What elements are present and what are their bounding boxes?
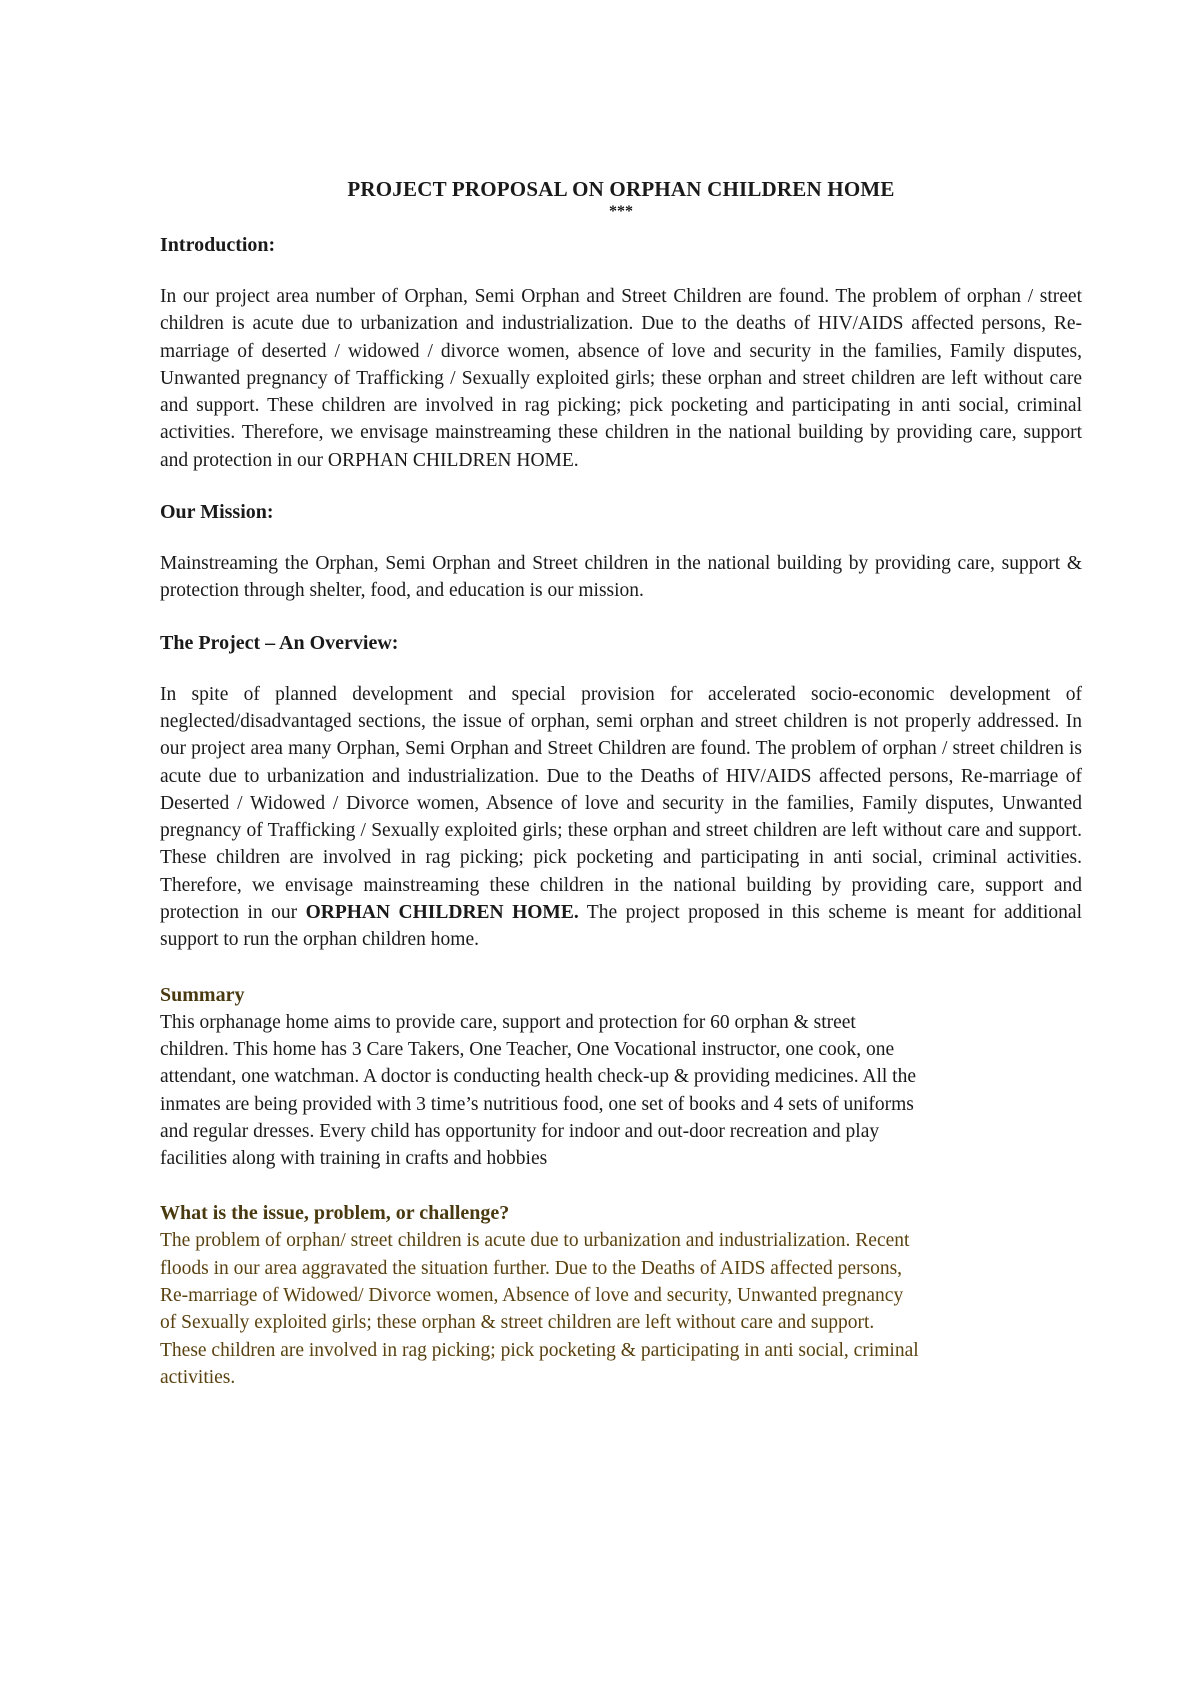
issue-line: Re-marriage of Widowed/ Divorce women, Absence of love and security, Unwanted pregnancy — [160, 1285, 904, 1307]
document-title: PROJECT PROPOSAL ON ORPHAN CHILDREN HOME — [347, 177, 895, 201]
issue-line: activities. — [160, 1366, 236, 1388]
summary-line: inmates are being provided with 3 time’s nutritious food, one set of books and 4 sets of uniforms — [160, 1093, 914, 1115]
issue-line: The problem of orphan/ street children is acute due to urbanization and industrialization. Recent — [160, 1230, 910, 1252]
overview-body — [160, 681, 1082, 954]
introduction-heading: Introduction: — [160, 234, 276, 256]
issue-body — [160, 1227, 1082, 1391]
issue-heading: What is the issue, problem, or challenge? — [160, 1202, 510, 1225]
issue-line: floods in our area aggravated the situation further. Due to the Deaths of AIDS affected persons, — [160, 1257, 903, 1279]
mission-body: Mainstreaming the Orphan, Semi Orphan and Street children in the national building by providing care, support & protection through shelter, food, and education is our mission. — [160, 553, 1082, 602]
summary-body — [160, 1009, 1082, 1173]
overview-body-bold: ORPHAN CHILDREN HOME. — [305, 902, 579, 924]
overview-heading: The Project – An Overview: — [160, 631, 399, 654]
overview-body-part2: The project proposed in this scheme is meant for additional support to run the orphan children home. — [160, 902, 1082, 951]
mission-heading: Our Mission: — [160, 501, 274, 524]
summary-line: and regular dresses. Every child has opportunity for indoor and out-door recreation and play — [160, 1120, 880, 1142]
summary-line: children. This home has 3 Care Takers, One Teacher, One Vocational instructor, one cook, one — [160, 1038, 895, 1060]
issue-line: of Sexually exploited girls; these orphan & street children are left without care and support. — [160, 1312, 875, 1334]
summary-line: This orphanage home aims to provide care, support and protection for 60 orphan & street — [160, 1011, 856, 1033]
introduction-body: In our project area number of Orphan, Semi Orphan and Street Children are found. The problem of orphan / street children is acute due to urbanization and industrialization. Due to the deaths of HIV/AIDS affected persons, Re-marriage of deserted / widowed / divorce women, absence of love and security in the families, Family disputes, Unwanted pregnancy of Trafficking / Sexually exploited girls; these orphan and street children are left without care and support. These children are involved in rag picking; pick pocketing and participating in anti social, criminal activities. Therefore, we envisage mainstreaming these children in the national building by providing care, support and protection in our ORPHAN CHILDREN HOME. — [160, 286, 1082, 471]
summary-line: facilities along with training in crafts and hobbies — [160, 1148, 548, 1170]
title-separator: *** — [609, 203, 633, 220]
summary-line: attendant, one watchman. A doctor is conducting health check-up & providing medicines. All the — [160, 1066, 916, 1088]
document-page — [160, 175, 1082, 1391]
summary-heading: Summary — [160, 983, 245, 1006]
issue-line: These children are involved in rag picking; pick pocketing & participating in anti social, criminal — [160, 1339, 919, 1361]
overview-body-part1: In spite of planned development and special provision for accelerated socio-economic development of neglected/disadvantaged sections, the issue of orphan, semi orphan and street children is not properly addressed. In our project area many Orphan, Semi Orphan and Street Children are found. The problem of orphan / street children is acute due to urbanization and industrialization. Due to the Deaths of HIV/AIDS affected persons, Re-marriage of Deserted / Widowed / Divorce women, Absence of love and security in the families, Family disputes, Unwanted pregnancy of Trafficking / Sexually exploited girls; these orphan and street children are left without care and support. These children are involved in rag picking; pick pocketing and participating in anti social, criminal activities. Therefore, we envisage mainstreaming these children in the national building by providing care, support and protection in our — [160, 683, 1082, 924]
